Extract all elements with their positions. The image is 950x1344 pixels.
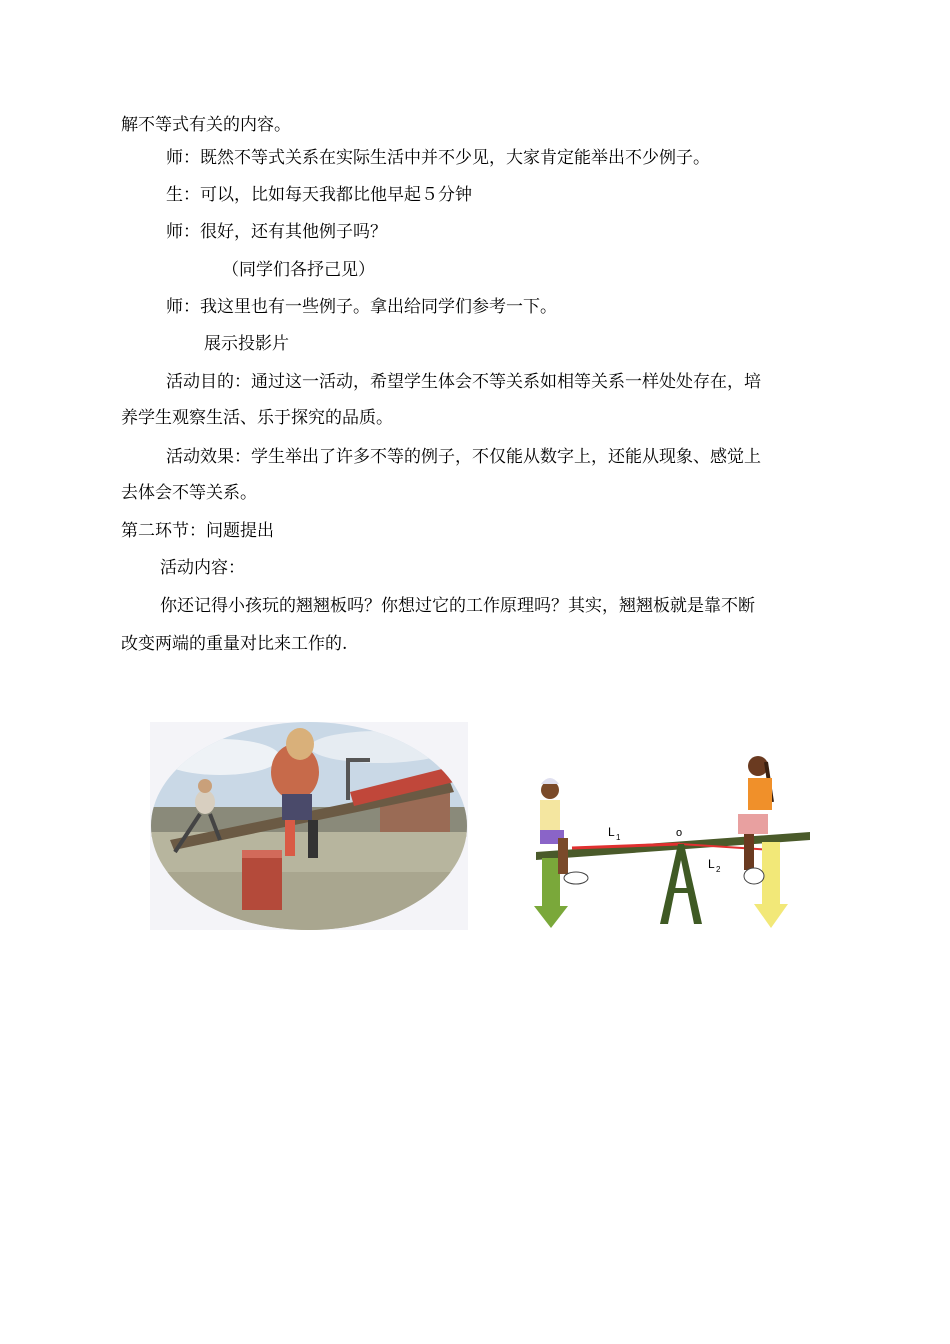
- label-l2: L: [708, 857, 715, 871]
- text-line-10: 活动效果：学生举出了许多不等的例子，不仅能从数字上，还能从现象、感觉上: [166, 447, 761, 467]
- text-line-1: 解不等式有关的内容。: [121, 115, 291, 135]
- seesaw-photo: [150, 722, 468, 930]
- text-line-15: 改变两端的重量对比来工作的.: [121, 634, 348, 654]
- label-l1: L: [608, 825, 615, 839]
- seesaw-diagram: [532, 748, 814, 930]
- text-line-7: 展示投影片: [204, 334, 289, 354]
- label-l2-sub: 2: [716, 865, 721, 874]
- text-line-6: 师：我这里也有一些例子。拿出给同学们参考一下。: [166, 297, 557, 317]
- text-line-13: 活动内容：: [160, 558, 245, 578]
- text-line-9: 养学生观察生活、乐于探究的品质。: [121, 408, 393, 428]
- text-line-2: 师：既然不等式关系在实际生活中并不少见，大家肯定能举出不少例子。: [166, 148, 710, 168]
- label-l1-sub: 1: [616, 833, 621, 842]
- text-line-3: 生：可以，比如每天我都比他早起５分钟: [166, 185, 472, 205]
- text-line-11: 去体会不等关系。: [121, 483, 257, 503]
- label-o: o: [676, 827, 683, 839]
- text-line-14: 你还记得小孩玩的翘翘板吗？你想过它的工作原理吗？其实，翘翘板就是靠不断: [160, 596, 755, 616]
- text-line-8: 活动目的：通过这一活动，希望学生体会不等关系如相等关系一样处处存在，培: [166, 372, 761, 392]
- text-line-12: 第二环节：问题提出: [121, 521, 274, 541]
- text-line-4: 师：很好，还有其他例子吗？: [166, 222, 387, 242]
- text-line-5: （同学们各抒己见）: [222, 260, 375, 280]
